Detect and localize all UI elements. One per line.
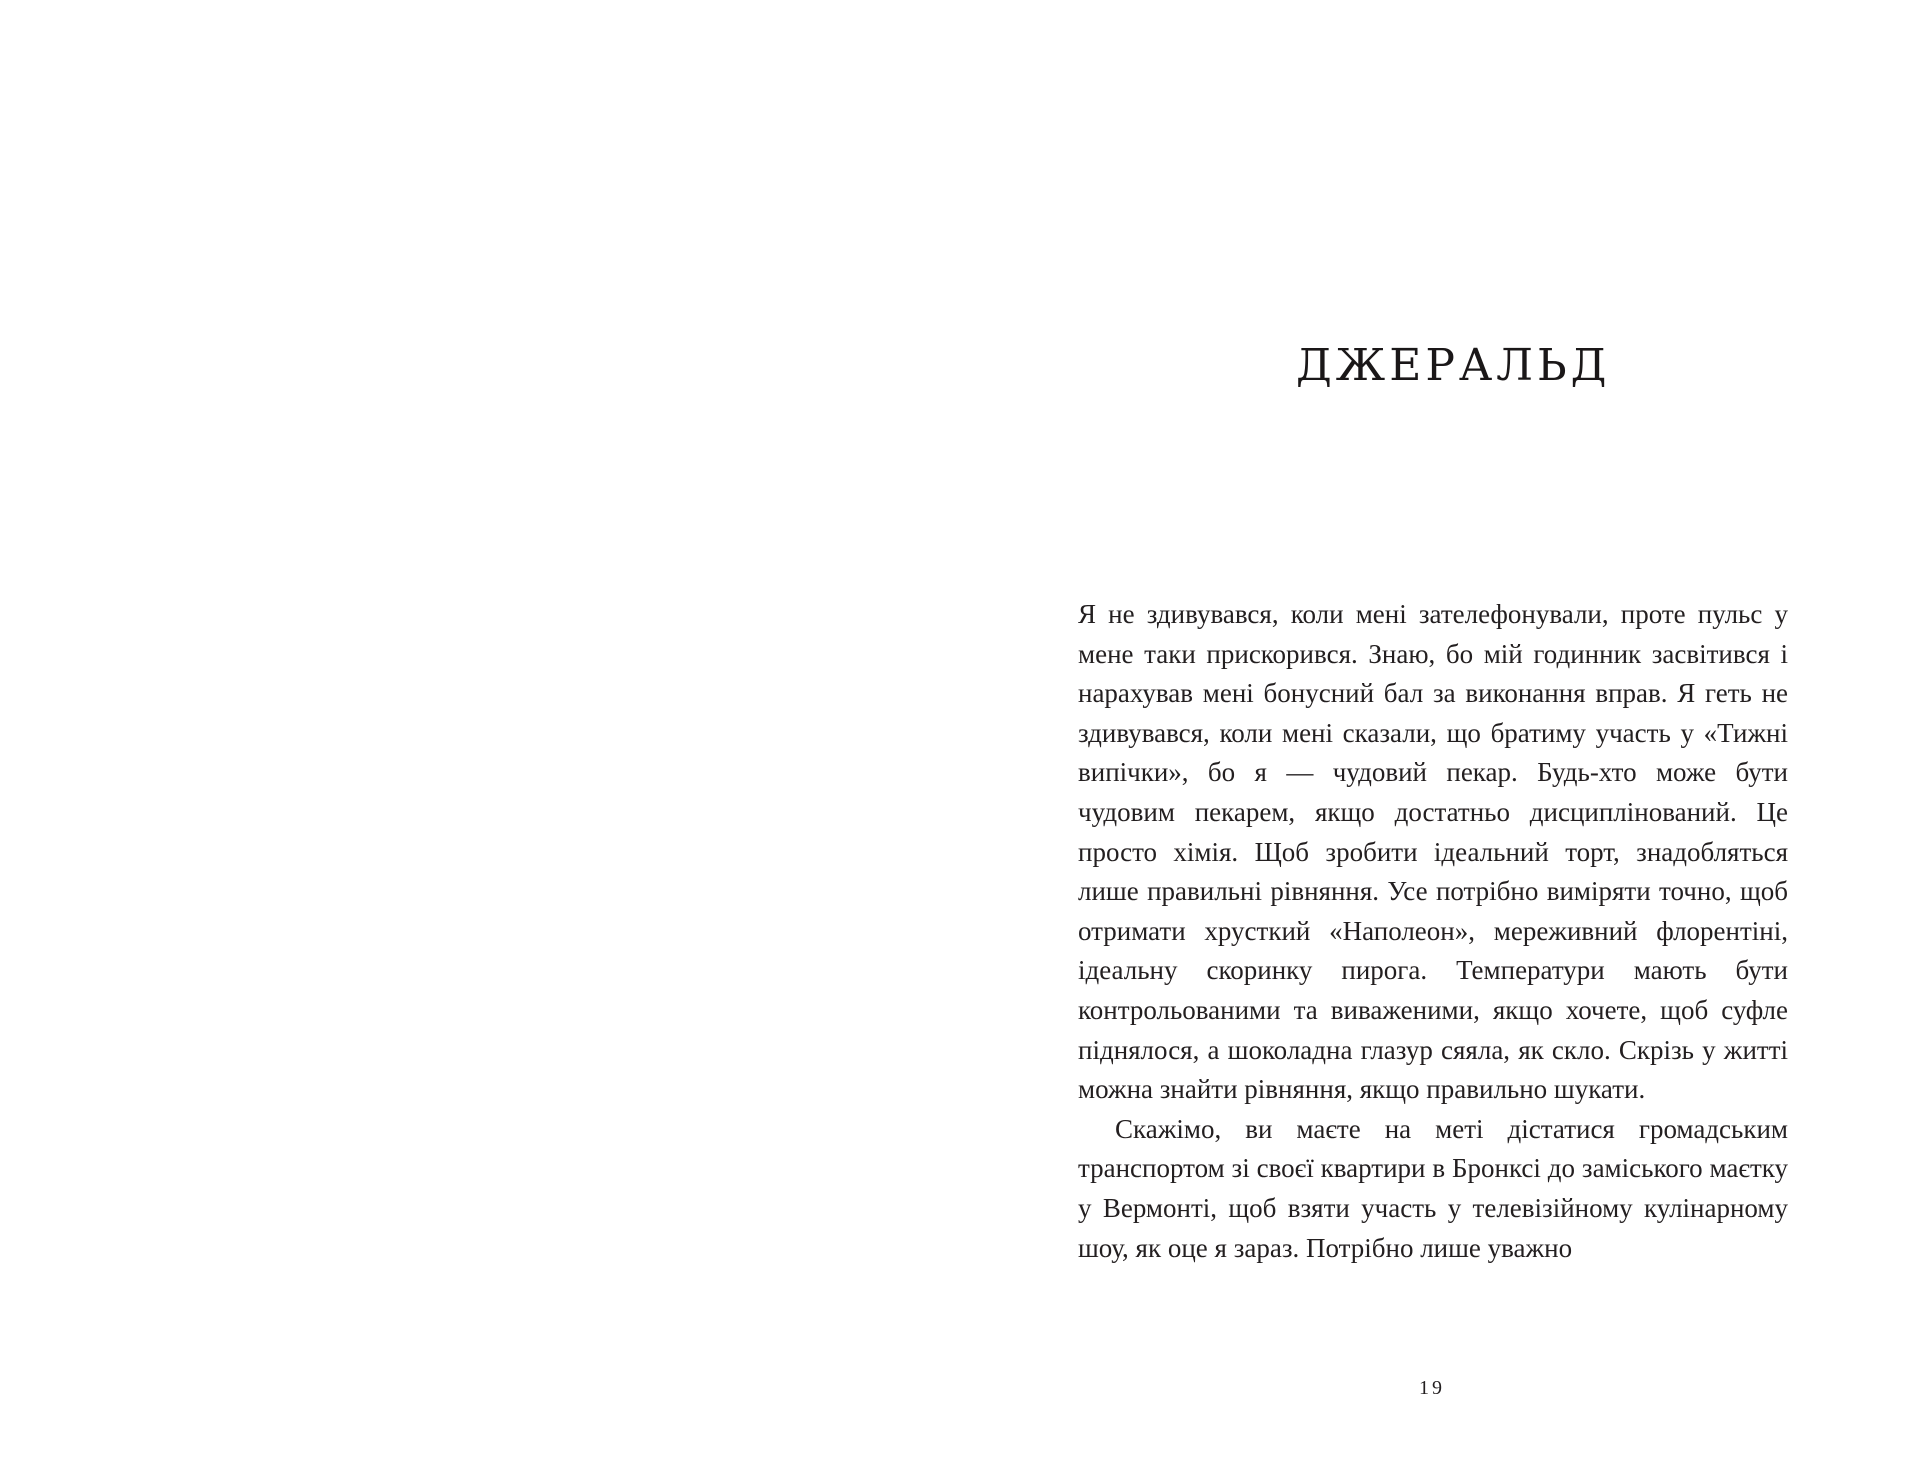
page-number: 19	[1419, 1377, 1445, 1399]
chapter-title: ДЖЕРАЛЬД	[1296, 340, 1611, 391]
chapter-body	[1078, 595, 1788, 1268]
paragraph-2: Скажімо, ви маєте на меті дістатися громадським транспортом зі своєї квартири в Бронксі до заміського маєтку у Вермонті, щоб взяти участь у телевізійному кулінарному шоу, як оце я зараз. Потрібно лише уважно	[1078, 1113, 1788, 1263]
paragraph-1: Я не здивувався, коли мені зателефонували, проте пульс у мене таки прискорився. Знаю, бо мій годинник засвітився і нарахував мені бонусний бал за виконання вправ. Я геть не здивувався, коли мені сказали, що братиму участь у «Тижні випічки», бо я — чудовий пекар. Будь-хто може бути чудовим пекарем, якщо достатньо дисциплінований. Це просто хімія. Щоб зробити ідеальний торт, знадобляться лише правильні рівняння. Усе потрібно виміряти точно, щоб отримати хрусткий «Наполеон», мереживний флорентіні, ідеальну скоринку пирога. Температури мають бути контрольованими та виваженими, якщо хочете, щоб суфле піднялося, а шоколадна глазур сяяла, як скло. Скрізь у житті можна знайти рівняння, якщо правильно шукати.	[1078, 599, 1788, 1105]
